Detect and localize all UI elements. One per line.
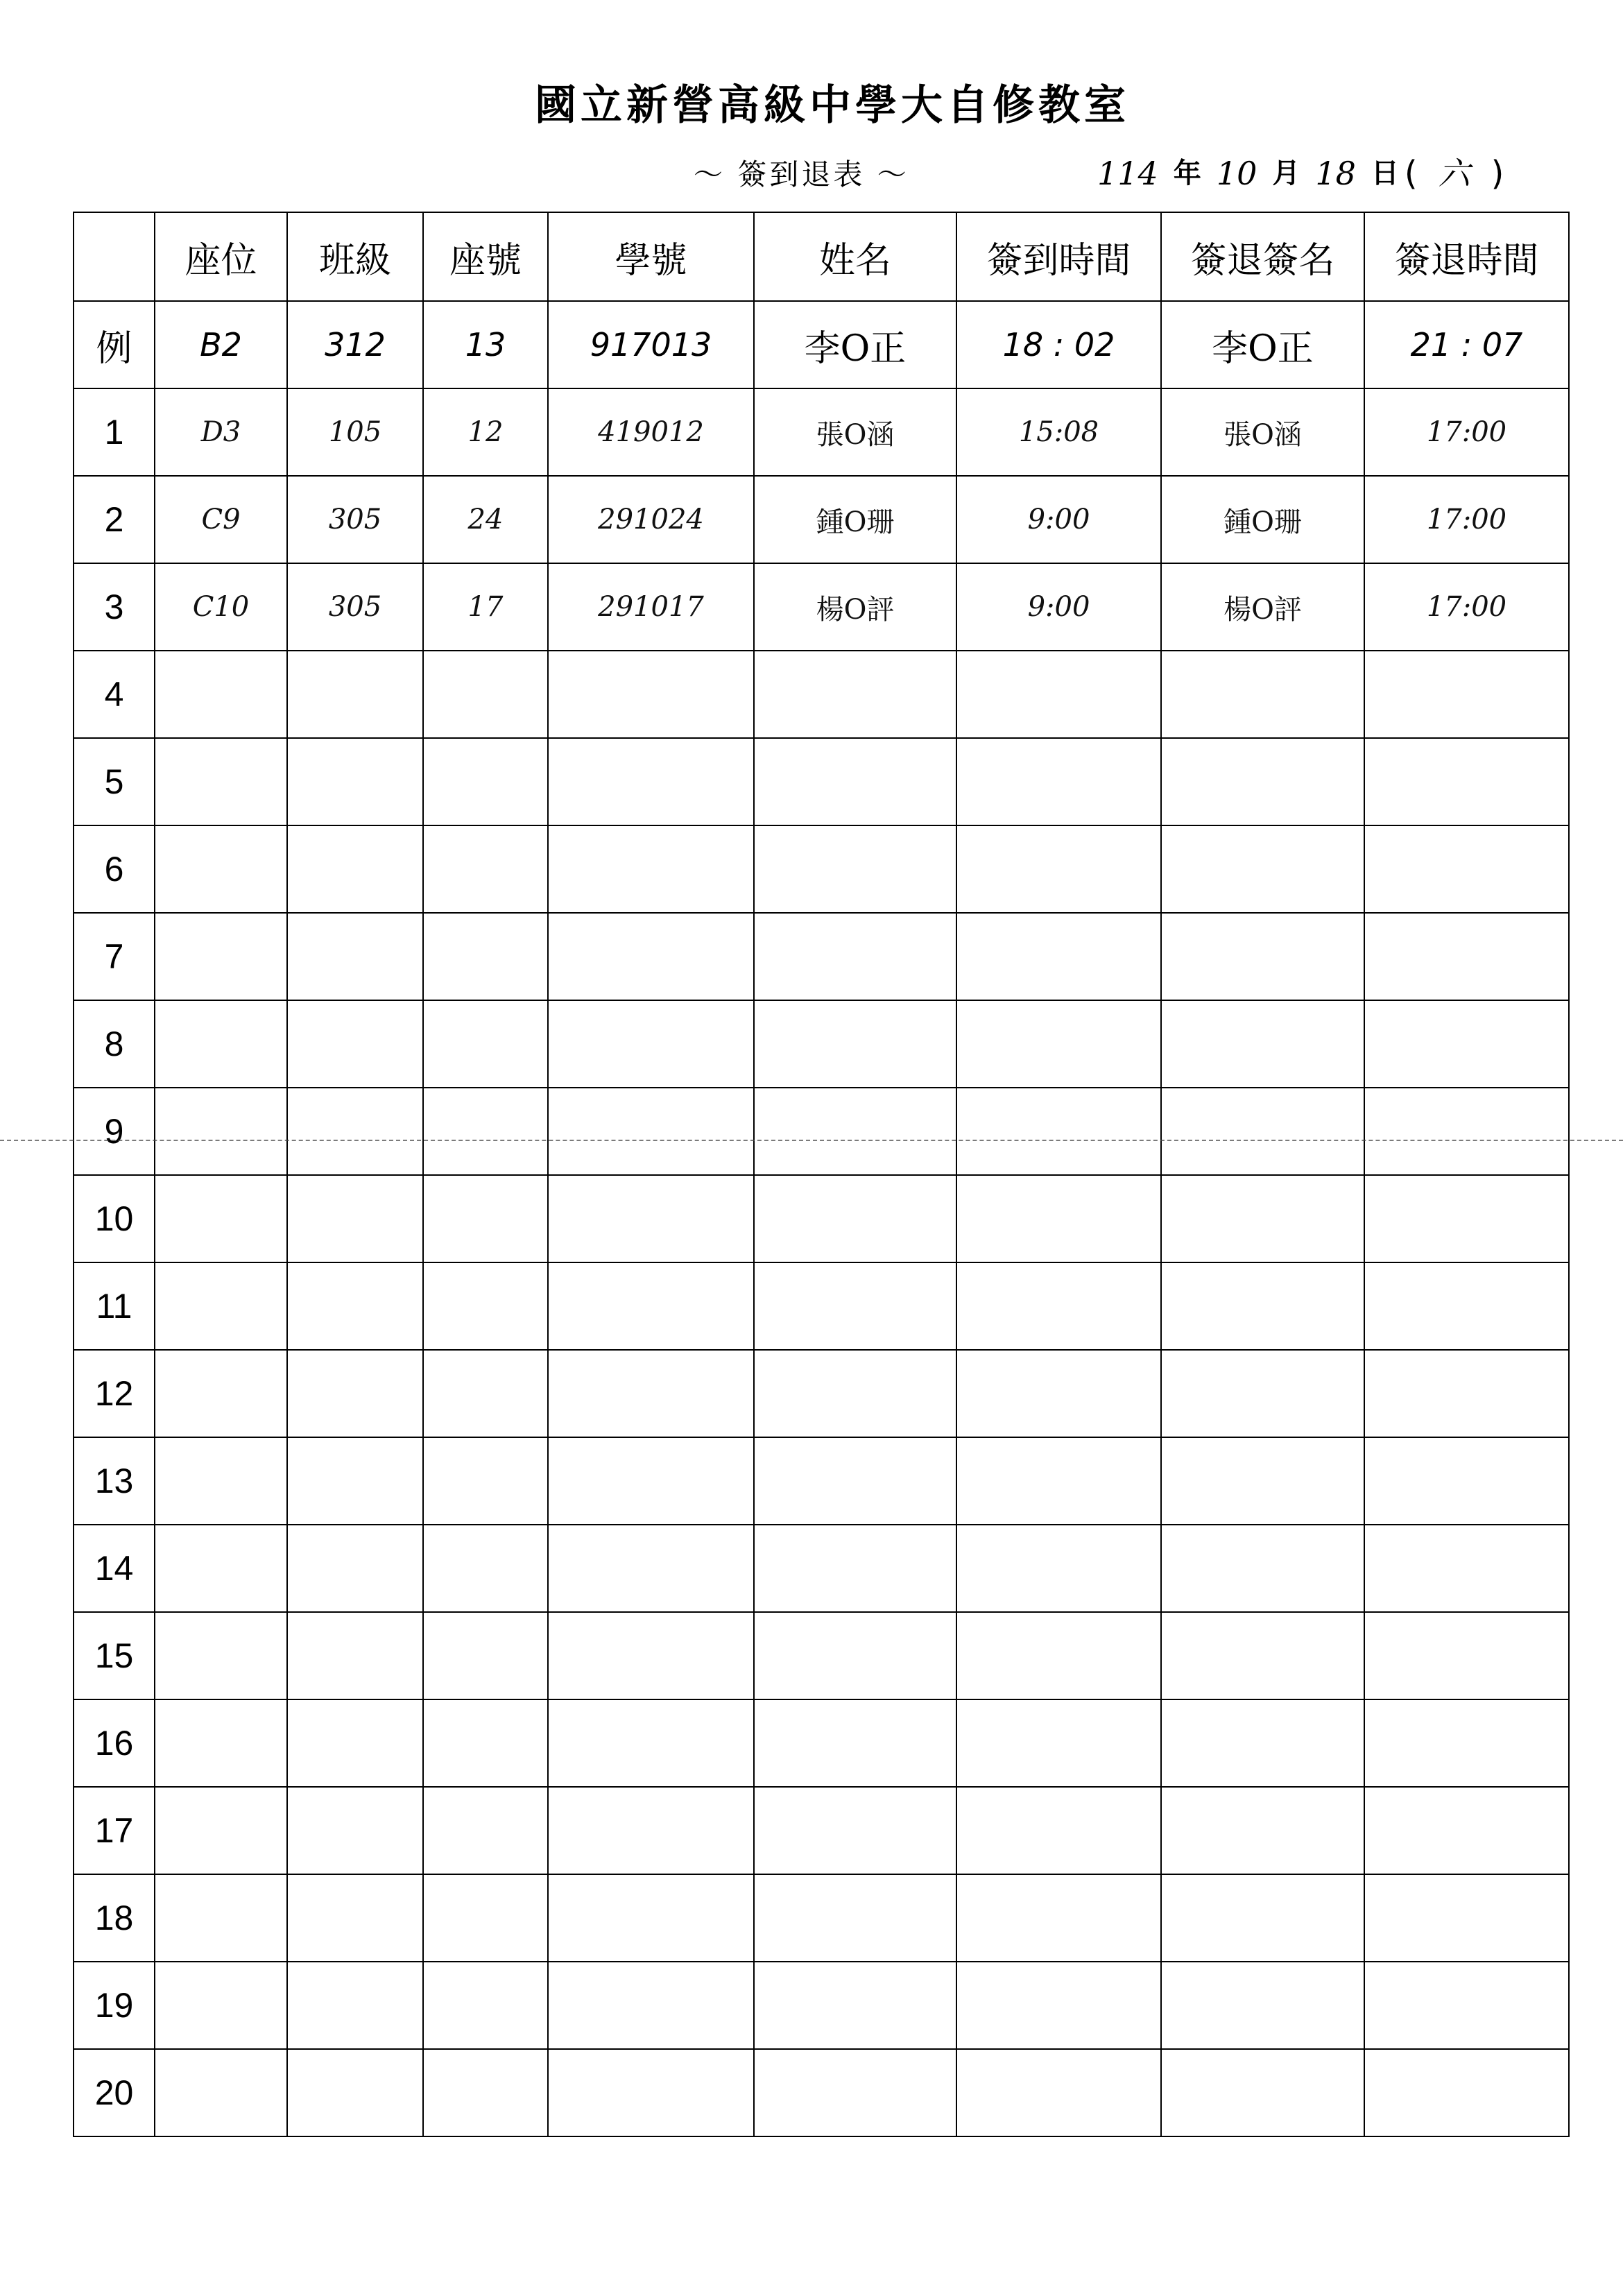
name-cell[interactable] <box>754 1612 956 1699</box>
sign-in-time-cell[interactable] <box>956 1088 1161 1175</box>
table-row <box>74 1787 1569 1874</box>
row-number: 7 <box>74 913 155 1000</box>
table-row <box>74 1525 1569 1612</box>
name-cell[interactable] <box>754 1350 956 1437</box>
student-id-cell[interactable] <box>548 825 754 913</box>
row-number: 13 <box>74 1437 155 1525</box>
sign-out-time-cell[interactable] <box>1364 2049 1569 2136</box>
column-header-sign-out-signature: 簽退簽名 <box>1161 212 1364 301</box>
table-row <box>74 476 1569 563</box>
class-cell[interactable] <box>287 1262 423 1350</box>
sign-out-time-cell[interactable] <box>1364 1175 1569 1262</box>
example-sign-out-time: 21 : 07 <box>1364 301 1569 388</box>
seat-cell[interactable] <box>155 2049 287 2136</box>
student-id-cell[interactable] <box>548 1612 754 1699</box>
sign-out-signature-cell[interactable] <box>1161 1612 1364 1699</box>
name-cell[interactable] <box>754 913 956 1000</box>
student-id-cell[interactable]: 291017 <box>548 563 754 651</box>
student-id-cell[interactable] <box>548 1962 754 2049</box>
date-line <box>1082 151 1509 196</box>
class-cell[interactable] <box>287 1525 423 1612</box>
seat-cell[interactable] <box>155 913 287 1000</box>
seat-cell[interactable] <box>155 738 287 825</box>
fold-line <box>0 1140 1623 1141</box>
sign-out-time-cell[interactable] <box>1364 1262 1569 1350</box>
sign-in-time-cell[interactable] <box>956 1175 1161 1262</box>
column-header-index <box>74 212 155 301</box>
student-id-cell[interactable] <box>548 913 754 1000</box>
seat-cell[interactable] <box>155 1699 287 1787</box>
seat-cell[interactable] <box>155 1350 287 1437</box>
row-number: 20 <box>74 2049 155 2136</box>
seat-cell[interactable] <box>155 1262 287 1350</box>
sign-in-time-cell[interactable]: 15:08 <box>956 388 1161 476</box>
row-number: 4 <box>74 651 155 738</box>
column-header-sign-out-time: 簽退時間 <box>1364 212 1569 301</box>
class-cell[interactable] <box>287 1962 423 2049</box>
class-cell[interactable] <box>287 1787 423 1874</box>
table-header-row <box>74 212 1569 301</box>
class-cell[interactable] <box>287 913 423 1000</box>
column-header-sign-in-time: 簽到時間 <box>956 212 1161 301</box>
sign-out-signature-cell[interactable] <box>1161 913 1364 1000</box>
page-title: 國立新營高級中學大自修教室 <box>535 81 1130 130</box>
row-number: 16 <box>74 1699 155 1787</box>
seat-cell[interactable] <box>155 1088 287 1175</box>
sign-out-signature-cell[interactable] <box>1161 651 1364 738</box>
sign-out-signature-cell[interactable] <box>1161 1962 1364 2049</box>
seat-no-cell[interactable] <box>423 913 548 1000</box>
sign-in-time-cell[interactable] <box>956 1350 1161 1437</box>
seat-no-cell[interactable] <box>423 1000 548 1088</box>
sign-in-time-cell[interactable] <box>956 1874 1161 1962</box>
date-year-value[interactable]: 114 <box>1097 155 1158 192</box>
table-row <box>74 651 1569 738</box>
seat-cell[interactable] <box>155 651 287 738</box>
seat-no-cell[interactable] <box>423 1175 548 1262</box>
seat-no-cell[interactable] <box>423 1350 548 1437</box>
name-cell[interactable]: 楊O評 <box>754 563 956 651</box>
column-header-seat-no: 座號 <box>423 212 548 301</box>
sign-in-out-table <box>73 212 1570 2137</box>
sign-out-signature-cell[interactable]: 楊O評 <box>1161 563 1364 651</box>
class-cell[interactable] <box>287 1699 423 1787</box>
seat-no-cell[interactable] <box>423 651 548 738</box>
seat-no-cell[interactable] <box>423 1962 548 2049</box>
row-number: 14 <box>74 1525 155 1612</box>
date-month-value[interactable]: 10 <box>1216 155 1257 192</box>
sign-out-time-cell[interactable] <box>1364 1088 1569 1175</box>
date-day-label: 日 <box>1371 157 1399 189</box>
example-row <box>74 301 1569 388</box>
table-row <box>74 1874 1569 1962</box>
seat-no-cell[interactable] <box>423 1874 548 1962</box>
name-cell[interactable] <box>754 825 956 913</box>
row-number: 9 <box>74 1088 155 1175</box>
table-row <box>74 1350 1569 1437</box>
sign-out-signature-cell[interactable] <box>1161 1787 1364 1874</box>
seat-no-cell[interactable] <box>423 1262 548 1350</box>
name-cell[interactable] <box>754 1437 956 1525</box>
sign-in-time-cell[interactable] <box>956 1962 1161 2049</box>
name-cell[interactable] <box>754 1962 956 2049</box>
seat-no-cell[interactable] <box>423 1437 548 1525</box>
sign-out-time-cell[interactable]: 17:00 <box>1364 388 1569 476</box>
seat-no-cell[interactable]: 17 <box>423 563 548 651</box>
example-seat-no: 13 <box>423 301 548 388</box>
name-cell[interactable] <box>754 738 956 825</box>
name-cell[interactable] <box>754 1088 956 1175</box>
row-number: 5 <box>74 738 155 825</box>
example-label: 例 <box>74 301 155 388</box>
seat-cell[interactable] <box>155 1525 287 1612</box>
class-cell[interactable] <box>287 1874 423 1962</box>
sign-out-time-cell[interactable] <box>1364 1612 1569 1699</box>
sign-in-time-cell[interactable]: 9:00 <box>956 563 1161 651</box>
seat-cell[interactable] <box>155 1962 287 2049</box>
sign-out-signature-cell[interactable] <box>1161 1000 1364 1088</box>
sign-in-time-cell[interactable] <box>956 913 1161 1000</box>
sign-in-time-cell[interactable]: 9:00 <box>956 476 1161 563</box>
seat-no-cell[interactable] <box>423 738 548 825</box>
name-cell[interactable] <box>754 1175 956 1262</box>
student-id-cell[interactable] <box>548 1350 754 1437</box>
row-number: 8 <box>74 1000 155 1088</box>
sign-out-time-cell[interactable]: 17:00 <box>1364 476 1569 563</box>
table-row <box>74 1262 1569 1350</box>
name-cell[interactable] <box>754 1262 956 1350</box>
seat-no-cell[interactable]: 12 <box>423 388 548 476</box>
class-cell[interactable] <box>287 1612 423 1699</box>
student-id-cell[interactable]: 291024 <box>548 476 754 563</box>
date-weekday-value[interactable]: 六 <box>1438 155 1470 192</box>
student-id-cell[interactable] <box>548 1699 754 1787</box>
sign-out-time-cell[interactable]: 17:00 <box>1364 563 1569 651</box>
student-id-cell[interactable] <box>548 1525 754 1612</box>
date-close-paren: ) <box>1491 154 1504 193</box>
name-cell[interactable] <box>754 1787 956 1874</box>
table-row <box>74 2049 1569 2136</box>
sign-out-signature-cell[interactable]: 鍾O珊 <box>1161 476 1364 563</box>
seat-no-cell[interactable] <box>423 1088 548 1175</box>
date-open-paren: ( <box>1404 154 1418 193</box>
sign-in-time-cell[interactable] <box>956 1000 1161 1088</box>
seat-no-cell[interactable]: 24 <box>423 476 548 563</box>
date-year-label: 年 <box>1173 157 1201 189</box>
name-cell[interactable] <box>754 1874 956 1962</box>
row-number: 10 <box>74 1175 155 1262</box>
student-id-cell[interactable] <box>548 2049 754 2136</box>
date-day-value[interactable]: 18 <box>1315 155 1356 192</box>
row-number: 3 <box>74 563 155 651</box>
sign-out-signature-cell[interactable] <box>1161 1175 1364 1262</box>
seat-no-cell[interactable] <box>423 2049 548 2136</box>
seat-cell[interactable] <box>155 1612 287 1699</box>
table-row <box>74 1437 1569 1525</box>
form-subtitle: ～ 簽到退表 ～ <box>694 157 909 191</box>
class-cell[interactable]: 105 <box>287 388 423 476</box>
sign-in-time-cell[interactable] <box>956 651 1161 738</box>
date-month-label: 月 <box>1272 157 1300 189</box>
name-cell[interactable]: 鍾O珊 <box>754 476 956 563</box>
sign-out-signature-cell[interactable] <box>1161 2049 1364 2136</box>
name-cell[interactable] <box>754 1000 956 1088</box>
sign-out-time-cell[interactable] <box>1364 1350 1569 1437</box>
sign-in-time-cell[interactable] <box>956 2049 1161 2136</box>
row-number: 17 <box>74 1787 155 1874</box>
table-row <box>74 1612 1569 1699</box>
sign-out-signature-cell[interactable] <box>1161 738 1364 825</box>
sign-out-signature-cell[interactable] <box>1161 1699 1364 1787</box>
sign-out-time-cell[interactable] <box>1364 1787 1569 1874</box>
student-id-cell[interactable] <box>548 1000 754 1088</box>
sign-out-time-cell[interactable] <box>1364 651 1569 738</box>
seat-no-cell[interactable] <box>423 1699 548 1787</box>
sign-out-signature-cell[interactable]: 張O涵 <box>1161 388 1364 476</box>
sign-out-signature-cell[interactable] <box>1161 1525 1364 1612</box>
sign-out-time-cell[interactable] <box>1364 825 1569 913</box>
sign-in-time-cell[interactable] <box>956 1787 1161 1874</box>
name-cell[interactable]: 張O涵 <box>754 388 956 476</box>
seat-cell[interactable]: C10 <box>155 563 287 651</box>
sign-out-signature-cell[interactable] <box>1161 1874 1364 1962</box>
student-id-cell[interactable] <box>548 1787 754 1874</box>
sign-in-time-cell[interactable] <box>956 1525 1161 1612</box>
sign-in-time-cell[interactable] <box>956 738 1161 825</box>
sign-out-time-cell[interactable] <box>1364 1000 1569 1088</box>
sign-in-time-cell[interactable] <box>956 1262 1161 1350</box>
class-cell[interactable] <box>287 1350 423 1437</box>
class-cell[interactable] <box>287 1437 423 1525</box>
example-sign-out-signature: 李O正 <box>1161 301 1364 388</box>
class-cell[interactable] <box>287 2049 423 2136</box>
name-cell[interactable] <box>754 1525 956 1612</box>
table-row <box>74 1699 1569 1787</box>
row-number: 2 <box>74 476 155 563</box>
student-id-cell[interactable] <box>548 1175 754 1262</box>
column-header-seat: 座位 <box>155 212 287 301</box>
sign-in-time-cell[interactable] <box>956 1437 1161 1525</box>
class-cell[interactable] <box>287 738 423 825</box>
column-header-student-id: 學號 <box>548 212 754 301</box>
class-cell[interactable] <box>287 1000 423 1088</box>
row-number: 18 <box>74 1874 155 1962</box>
example-name: 李O正 <box>754 301 956 388</box>
student-id-cell[interactable] <box>548 738 754 825</box>
seat-no-cell[interactable] <box>423 1612 548 1699</box>
seat-cell[interactable]: D3 <box>155 388 287 476</box>
class-cell[interactable]: 305 <box>287 563 423 651</box>
sign-in-time-cell[interactable] <box>956 1612 1161 1699</box>
table-row <box>74 1088 1569 1175</box>
class-cell[interactable] <box>287 651 423 738</box>
example-class: 312 <box>287 301 423 388</box>
row-number: 19 <box>74 1962 155 2049</box>
student-id-cell[interactable] <box>548 651 754 738</box>
seat-no-cell[interactable] <box>423 1787 548 1874</box>
name-cell[interactable] <box>754 651 956 738</box>
sign-out-time-cell[interactable] <box>1364 913 1569 1000</box>
sign-out-signature-cell[interactable] <box>1161 1437 1364 1525</box>
class-cell[interactable]: 305 <box>287 476 423 563</box>
seat-cell[interactable] <box>155 1175 287 1262</box>
sign-out-time-cell[interactable] <box>1364 1874 1569 1962</box>
sign-in-time-cell[interactable] <box>956 825 1161 913</box>
table-row <box>74 1962 1569 2049</box>
sign-out-signature-cell[interactable] <box>1161 1350 1364 1437</box>
seat-cell[interactable] <box>155 1787 287 1874</box>
sign-out-signature-cell[interactable] <box>1161 1262 1364 1350</box>
seat-cell[interactable] <box>155 825 287 913</box>
sign-out-time-cell[interactable] <box>1364 738 1569 825</box>
table-row <box>74 1175 1569 1262</box>
table-row <box>74 825 1569 913</box>
student-id-cell[interactable] <box>548 1437 754 1525</box>
student-id-cell[interactable] <box>548 1262 754 1350</box>
row-number: 1 <box>74 388 155 476</box>
sign-in-time-cell[interactable] <box>956 1699 1161 1787</box>
sign-out-signature-cell[interactable] <box>1161 1088 1364 1175</box>
seat-cell[interactable] <box>155 1874 287 1962</box>
seat-cell[interactable]: C9 <box>155 476 287 563</box>
example-sign-in-time: 18 : 02 <box>956 301 1161 388</box>
row-number: 15 <box>74 1612 155 1699</box>
column-header-class: 班級 <box>287 212 423 301</box>
table-row <box>74 388 1569 476</box>
example-seat: B2 <box>155 301 287 388</box>
sign-out-signature-cell[interactable] <box>1161 825 1364 913</box>
seat-cell[interactable] <box>155 1437 287 1525</box>
row-number: 12 <box>74 1350 155 1437</box>
sign-out-time-cell[interactable] <box>1364 1699 1569 1787</box>
class-cell[interactable] <box>287 1175 423 1262</box>
seat-no-cell[interactable] <box>423 1525 548 1612</box>
table-row <box>74 563 1569 651</box>
class-cell[interactable] <box>287 1088 423 1175</box>
student-id-cell[interactable]: 419012 <box>548 388 754 476</box>
seat-no-cell[interactable] <box>423 825 548 913</box>
name-cell[interactable] <box>754 1699 956 1787</box>
seat-cell[interactable] <box>155 1000 287 1088</box>
table-row <box>74 1000 1569 1088</box>
row-number: 11 <box>74 1262 155 1350</box>
sign-out-time-cell[interactable] <box>1364 1437 1569 1525</box>
student-id-cell[interactable] <box>548 1874 754 1962</box>
table-row <box>74 913 1569 1000</box>
class-cell[interactable] <box>287 825 423 913</box>
student-id-cell[interactable] <box>548 1088 754 1175</box>
name-cell[interactable] <box>754 2049 956 2136</box>
sign-out-time-cell[interactable] <box>1364 1962 1569 2049</box>
example-student-id: 917013 <box>548 301 754 388</box>
table-row <box>74 738 1569 825</box>
row-number: 6 <box>74 825 155 913</box>
column-header-name: 姓名 <box>754 212 956 301</box>
sign-out-time-cell[interactable] <box>1364 1525 1569 1612</box>
